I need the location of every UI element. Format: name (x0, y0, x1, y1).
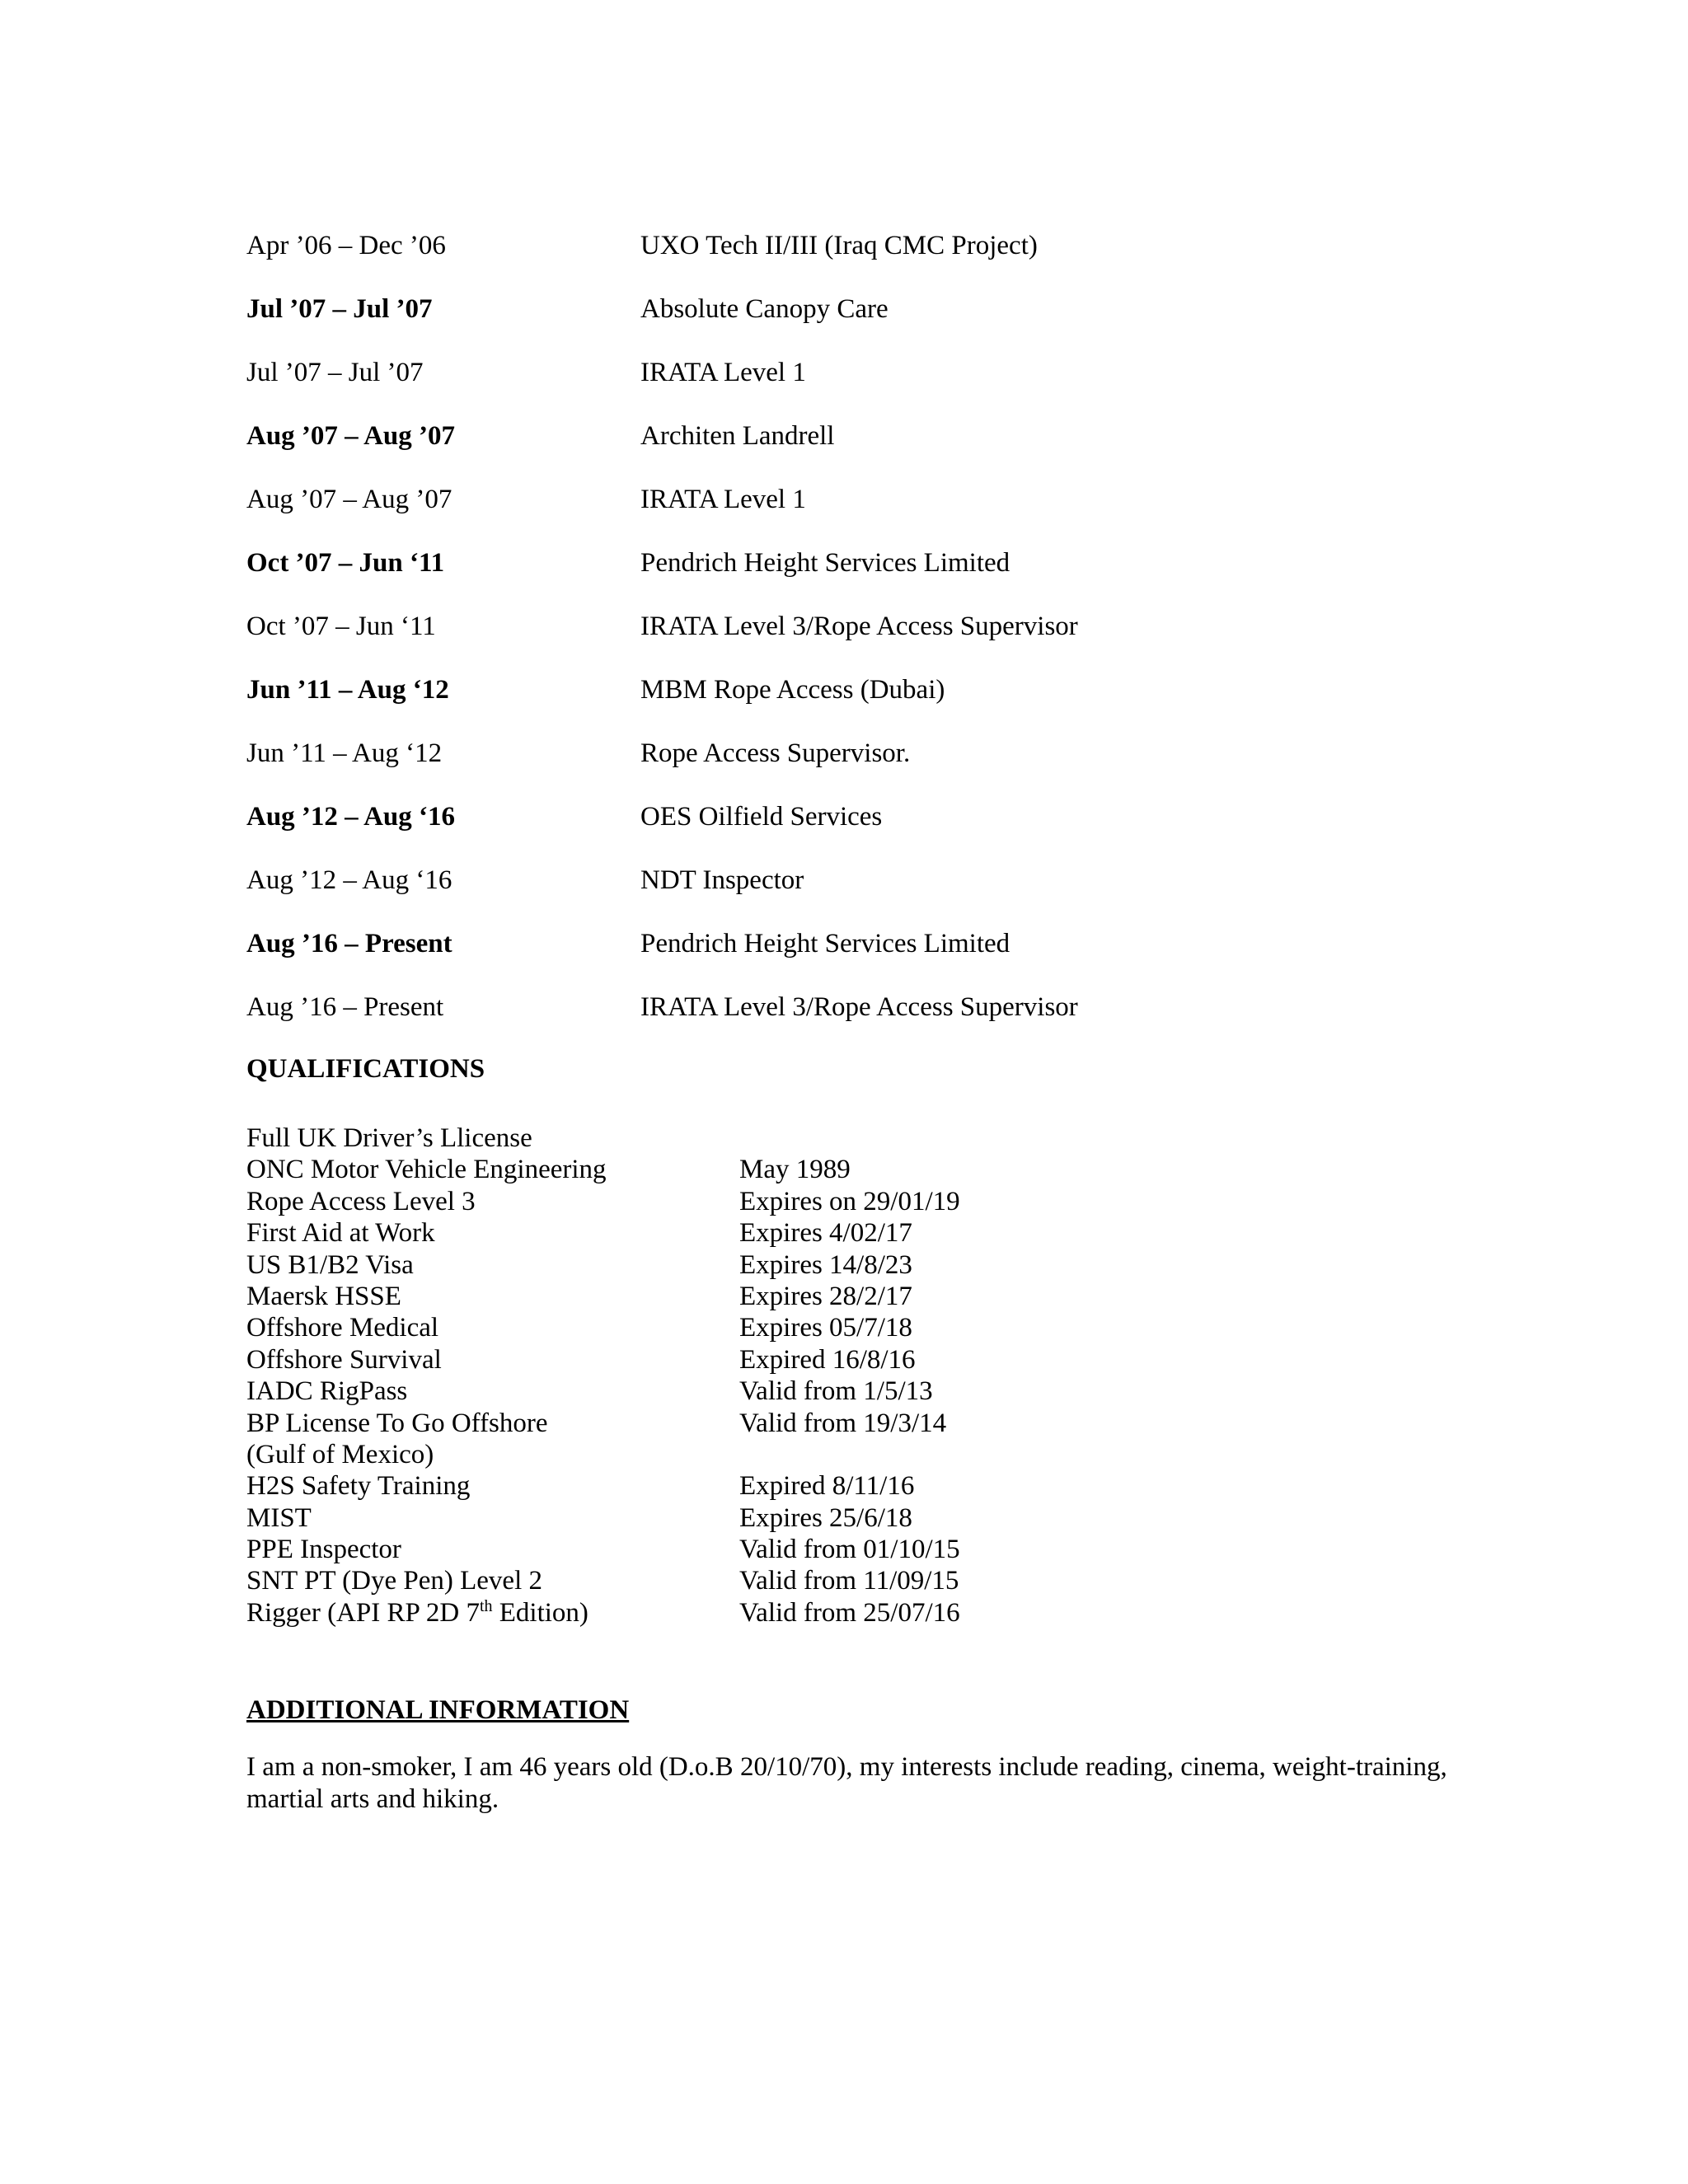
employment-date: Aug ’12 – Aug ‘16 (246, 802, 456, 832)
rigger-name-suffix: Edition) (492, 1597, 588, 1628)
employment-row (246, 795, 1483, 859)
employment-date: Jun ’11 – Aug ‘12 (246, 675, 449, 705)
qualification-name: Maersk HSSE (246, 1281, 401, 1311)
employment-description: MBM Rope Access (Dubai) (640, 675, 945, 705)
qualification-name: Offshore Survival (246, 1344, 442, 1375)
qualification-row (246, 1565, 1483, 1596)
qualification-name: First Aid at Work (246, 1218, 435, 1249)
qualification-row (246, 1439, 1483, 1470)
additional-information-text: I am a non-smoker, I am 46 years old (D.o.B 20/10/70), my interests include reading, cinema, weight-training, martial arts and hiking. (246, 1752, 1447, 1814)
qualification-row (246, 1154, 1483, 1185)
qualifications-heading: QUALIFICATIONS (246, 1054, 485, 1084)
employment-date: Jul ’07 – Jul ’07 (246, 358, 424, 387)
qualification-row (246, 1312, 1483, 1343)
employment-row (246, 668, 1483, 732)
qualifications-list (246, 1122, 1483, 1629)
qualification-row (246, 1376, 1483, 1407)
qualification-value: Expires 14/8/23 (739, 1249, 912, 1280)
employment-row (246, 288, 1483, 351)
qualification-value: Expires 28/2/17 (739, 1281, 912, 1311)
qualification-row-rigger (246, 1597, 1483, 1629)
qualification-row (246, 1344, 1483, 1376)
additional-information-heading: ADDITIONAL INFORMATION (246, 1695, 630, 1725)
employment-row (246, 859, 1483, 922)
qualification-name: PPE Inspector (246, 1535, 401, 1565)
employment-description: NDT Inspector (640, 865, 804, 895)
employment-date: Aug ’16 – Present (246, 929, 452, 958)
employment-date: Apr ’06 – Dec ’06 (246, 231, 446, 260)
qualification-value: Valid from 1/5/13 (739, 1376, 933, 1407)
employment-date: Aug ’12 – Aug ‘16 (246, 865, 452, 895)
employment-date: Oct ’07 – Jun ‘11 (246, 612, 436, 641)
qualification-value: Valid from 25/07/16 (739, 1597, 960, 1628)
qualification-value: Valid from 01/10/15 (739, 1535, 960, 1565)
employment-row (246, 478, 1483, 541)
qualification-row (246, 1502, 1483, 1534)
employment-description: Pendrich Height Services Limited (640, 929, 1010, 958)
qualification-row (246, 1217, 1483, 1249)
qualification-value: Valid from 19/3/14 (739, 1408, 947, 1438)
employment-date: Aug ’07 – Aug ’07 (246, 421, 456, 451)
employment-description: UXO Tech II/III (Iraq CMC Project) (640, 231, 1038, 260)
employment-date: Aug ’07 – Aug ’07 (246, 485, 452, 514)
employment-row (246, 986, 1483, 1049)
employment-row (246, 732, 1483, 795)
qualification-value: Expires 25/6/18 (739, 1502, 912, 1533)
qualification-value: Expires 4/02/17 (739, 1218, 912, 1249)
qualification-value: Expired 16/8/16 (739, 1344, 916, 1375)
qualification-value: Valid from 11/09/15 (739, 1566, 959, 1596)
employment-description: Rope Access Supervisor. (640, 738, 911, 768)
rigger-name-superscript: th (479, 1596, 493, 1615)
qualification-row (246, 1281, 1483, 1312)
qualification-name: H2S Safety Training (246, 1471, 471, 1502)
employment-row (246, 605, 1483, 668)
employment-row (246, 922, 1483, 986)
employment-description: IRATA Level 1 (640, 358, 806, 387)
qualification-name (246, 1597, 588, 1629)
qualification-name: MIST (246, 1502, 312, 1533)
qualification-name: BP License To Go Offshore (246, 1408, 548, 1438)
qualification-name: (Gulf of Mexico) (246, 1439, 434, 1469)
employment-date: Oct ’07 – Jun ‘11 (246, 548, 445, 578)
employment-date: Aug ’16 – Present (246, 992, 444, 1022)
qualification-row (246, 1534, 1483, 1565)
qualification-row (246, 1186, 1483, 1217)
employment-history (246, 224, 1483, 1049)
employment-description: OES Oilfield Services (640, 802, 883, 832)
employment-row (246, 415, 1483, 478)
rigger-name-prefix: Rigger (API RP 2D 7 (246, 1597, 480, 1628)
employment-description: IRATA Level 3/Rope Access Supervisor (640, 612, 1078, 641)
qualification-value: Expired 8/11/16 (739, 1471, 915, 1502)
qualification-name: IADC RigPass (246, 1376, 408, 1407)
employment-description: Absolute Canopy Care (640, 294, 889, 324)
qualification-value: Expires 05/7/18 (739, 1313, 912, 1343)
employment-description: IRATA Level 1 (640, 485, 806, 514)
employment-description: Pendrich Height Services Limited (640, 548, 1010, 578)
qualification-row (246, 1470, 1483, 1502)
employment-description: Architen Landrell (640, 421, 835, 451)
qualification-row (246, 1249, 1483, 1281)
employment-row (246, 541, 1483, 605)
qualification-value: Expires on 29/01/19 (739, 1186, 960, 1216)
employment-date: Jun ’11 – Aug ‘12 (246, 738, 443, 768)
employment-row (246, 224, 1483, 288)
employment-row (246, 351, 1483, 415)
qualification-name: Full UK Driver’s Llicense (246, 1123, 532, 1153)
employment-description: IRATA Level 3/Rope Access Supervisor (640, 992, 1078, 1022)
qualification-row (246, 1122, 1483, 1154)
qualification-name: SNT PT (Dye Pen) Level 2 (246, 1566, 542, 1596)
employment-date: Jul ’07 – Jul ’07 (246, 294, 433, 324)
qualification-name: Rope Access Level 3 (246, 1186, 476, 1216)
qualification-row (246, 1408, 1483, 1439)
qualification-name: US B1/B2 Visa (246, 1249, 414, 1280)
qualification-value: May 1989 (739, 1155, 851, 1185)
qualification-name: ONC Motor Vehicle Engineering (246, 1155, 607, 1185)
qualification-name: Offshore Medical (246, 1313, 439, 1343)
